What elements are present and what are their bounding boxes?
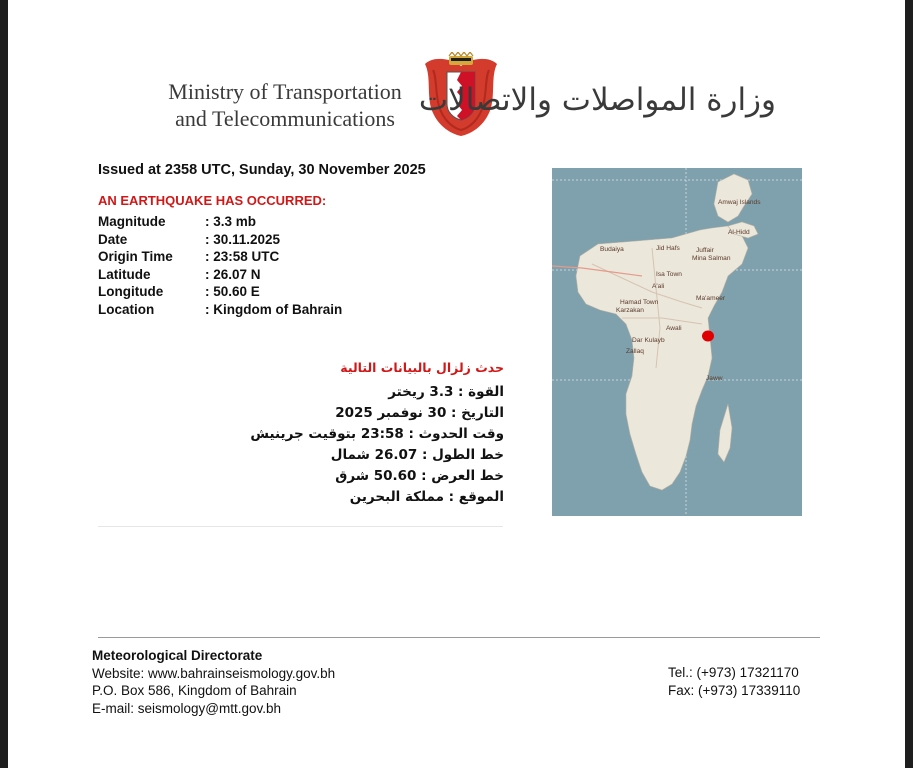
ministry-name-en-line1: Ministry of Transportation bbox=[168, 79, 402, 104]
map-label-zallaq: Zallaq bbox=[626, 348, 644, 355]
map-label-isatown: Isa Town bbox=[656, 271, 682, 278]
bulletin-page bbox=[8, 0, 905, 768]
epicenter-marker bbox=[702, 331, 714, 342]
detail-label: Latitude bbox=[98, 266, 151, 282]
alert-heading-en: AN EARTHQUAKE HAS OCCURRED: bbox=[98, 193, 327, 208]
map-label-amwaj: Amwaj Islands bbox=[718, 199, 761, 206]
detail-value: : 3.3 mb bbox=[205, 214, 257, 229]
footer-website[interactable]: Website: www.bahrainseismology.gov.bh bbox=[92, 665, 336, 681]
epicenter-map bbox=[552, 168, 802, 516]
content-divider bbox=[98, 526, 503, 527]
footer-email[interactable]: E-mail: seismology@mtt.gov.bh bbox=[92, 700, 282, 716]
detail-label: Date bbox=[98, 231, 128, 247]
map-label-minasalman: Mina Salman bbox=[692, 255, 731, 262]
ministry-name-en-line2: and Telecommunications bbox=[175, 106, 395, 131]
details-list-ar bbox=[128, 356, 504, 508]
detail-ar-date: التاريخ : 30 نوفمبر 2025 bbox=[335, 405, 504, 421]
detail-label: Longitude bbox=[98, 284, 164, 299]
detail-value: : 30.11.2025 bbox=[205, 231, 281, 247]
map-label-karzakan: Karzakan bbox=[616, 307, 644, 314]
map-label-jidhafs: Jid Hafs bbox=[656, 245, 680, 252]
footer-tel: Tel.: (+973) 17321170 bbox=[668, 665, 799, 680]
map-label-awali: Awali bbox=[666, 325, 682, 332]
detail-ar-longitude: خط العرض : 50.60 شرق bbox=[335, 468, 504, 484]
detail-ar-magnitude: القوة : 3.3 ريختر bbox=[388, 384, 504, 400]
footer-contact bbox=[92, 647, 335, 717]
map-label-budaiya: Budaiya bbox=[600, 246, 624, 253]
footer-phones bbox=[668, 664, 800, 699]
detail-ar-latitude: خط الطول : 26.07 شمال bbox=[330, 447, 504, 463]
footer-directorate: Meteorological Directorate bbox=[92, 648, 263, 663]
footer-divider bbox=[98, 637, 820, 638]
map-label-alhidd: Al-Hidd bbox=[728, 229, 750, 236]
ministry-name-ar: وزارة المواصلات والاتصالات bbox=[418, 82, 776, 118]
detail-ar-origin-time: وقت الحدوث : 23:58 بتوقيت جرينيش bbox=[250, 426, 504, 442]
detail-ar-location: الموقع : مملكة البحرين bbox=[349, 489, 504, 505]
ministry-name-en bbox=[150, 78, 420, 132]
map-label-darkulayb: Dar Kulayb bbox=[632, 337, 665, 344]
detail-value: : 26.07 N bbox=[205, 266, 261, 282]
detail-label: Origin Time bbox=[98, 249, 173, 264]
map-label-jaww: Jaww bbox=[706, 375, 723, 382]
detail-label: Magnitude bbox=[98, 214, 166, 229]
map-label-juffair: Juffair bbox=[696, 247, 714, 254]
footer-fax: Fax: (+973) 17339110 bbox=[668, 682, 801, 698]
detail-value: : Kingdom of Bahrain bbox=[205, 301, 343, 317]
map-label-aali: A'ali bbox=[652, 283, 665, 290]
map-label-maameer: Ma'ameer bbox=[696, 295, 726, 302]
detail-label: Location bbox=[98, 301, 155, 317]
issued-timestamp: Issued at 2358 UTC, Sunday, 30 November 2025 bbox=[98, 162, 426, 178]
detail-value: : 23:58 UTC bbox=[205, 249, 280, 264]
detail-value: : 50.60 E bbox=[205, 284, 260, 299]
map-label-hamadtown: Hamad Town bbox=[620, 299, 659, 306]
footer-pobox: P.O. Box 586, Kingdom of Bahrain bbox=[92, 683, 297, 698]
alert-heading-ar: حدث زلزال بالبيانات التالية bbox=[340, 360, 504, 375]
